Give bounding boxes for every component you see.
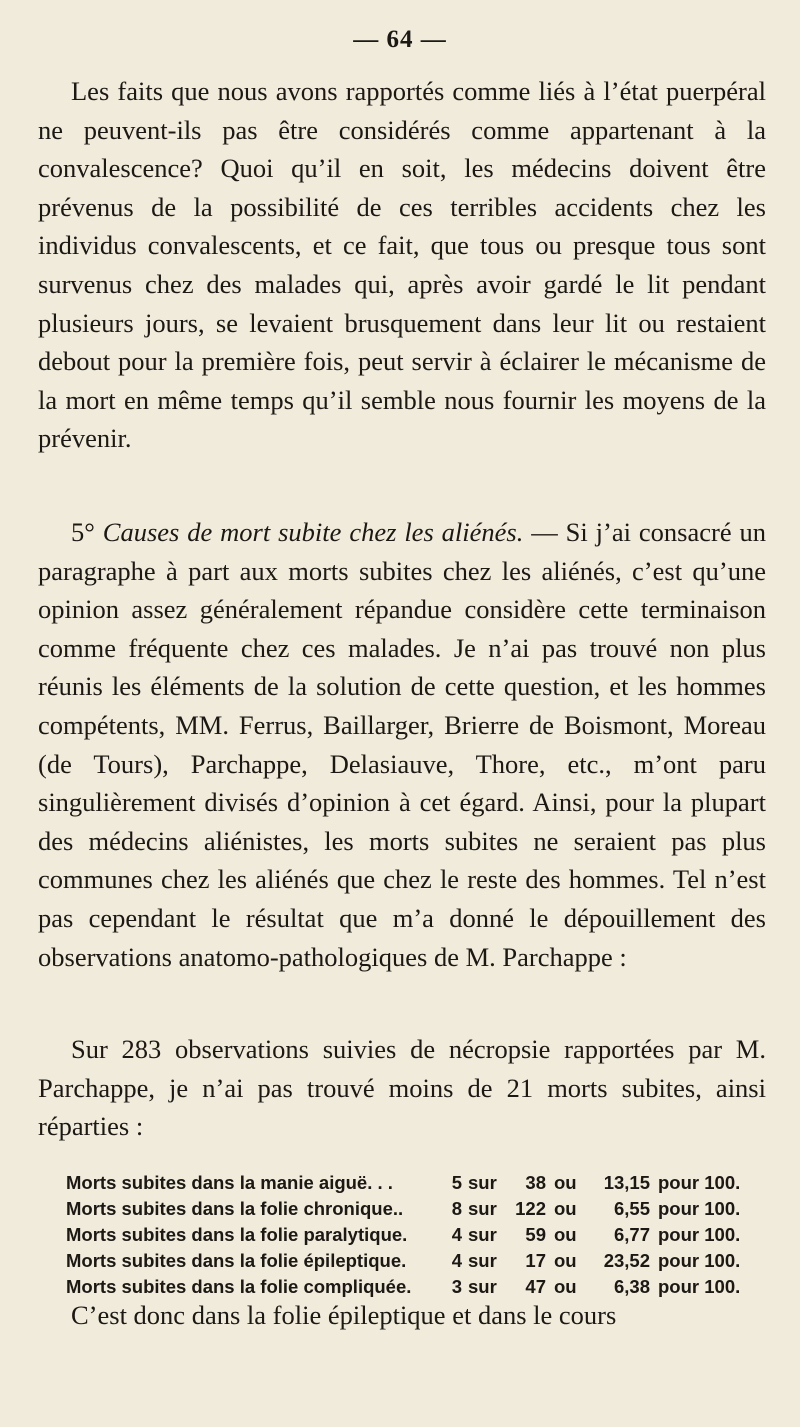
row-total: 17 xyxy=(525,1250,546,1271)
row-percent: 13,15 xyxy=(603,1172,650,1193)
paragraph-puerperal: Les faits que nous avons rapportés comme liés à l’état puerpéral ne peuvent-ils pas être considérés comme appartenant à la convalescence? Quoi qu’il en soit, les médecins doivent être prévenus de la possibilité de ces terribles accidents chez les individus convalescents, et ce fait, que tous ou presque tous sont survenus chez des malades qui, après avoir gardé le lit pendant plusieurs jours, se levaient brusquement dans leur lit ou restaient debout pour la première fois, peut servir à éclairer le mécanisme de la mort en même temps qu’il semble nous fournir les moyens de la prévenir. xyxy=(38,76,766,454)
paragraph-conclusion: C’est donc dans la folie épileptique et dans le cours xyxy=(71,1300,617,1330)
row-sur: sur xyxy=(468,1250,497,1271)
page-number: — 64 — xyxy=(353,26,447,53)
section-dash: — xyxy=(531,517,558,547)
table-row xyxy=(66,1222,746,1248)
row-label: Morts subites dans la folie chronique.. xyxy=(66,1198,404,1219)
row-sur: sur xyxy=(468,1172,497,1193)
section-body: Si j’ai consacré un paragraphe à part aux morts subites chez les aliénés, c’est qu’une opinion assez généralement répandue considère cette terminaison comme fréquente chez ces malades. Je n’ai pas trouvé non plus réunis les éléments de la solution de cette question, et les hommes compétents, MM. Ferrus, Baillarger, Brierre de Boismont, Moreau (de Tours), Parchappe, Delasiauve, Thore, etc., m’ont paru singulièrement divisés d’opinion à cet égard. Ainsi, pour la plupart des médecins aliénistes, les morts subites ne seraient pas plus communes chez les aliénés que chez le reste des hommes. Tel n’est pas cependant le résultat que m’a donné le dépouillement des observations anatomo-pathologiques de M. Parchappe : xyxy=(38,517,766,972)
row-label: Morts subites dans la folie paralytique. xyxy=(66,1224,408,1245)
row-total: 122 xyxy=(515,1198,546,1219)
table-row xyxy=(66,1196,746,1222)
row-total: 38 xyxy=(525,1172,546,1193)
row-pour: pour 100. xyxy=(658,1224,741,1245)
row-count: 4 xyxy=(451,1224,462,1245)
row-label: Morts subites dans la folie compliquée. xyxy=(66,1276,412,1297)
row-percent: 23,52 xyxy=(603,1250,650,1271)
row-label: Morts subites dans la manie aiguë. . . xyxy=(66,1172,393,1193)
row-count: 4 xyxy=(451,1250,462,1271)
table-row xyxy=(66,1170,746,1196)
row-ou: ou xyxy=(554,1276,577,1297)
section-number: 5° xyxy=(71,517,95,547)
row-total: 59 xyxy=(525,1224,546,1245)
row-ou: ou xyxy=(554,1198,577,1219)
table-row xyxy=(66,1248,746,1274)
death-statistics-table xyxy=(66,1170,746,1300)
row-label: Morts subites dans la folie épileptique. xyxy=(66,1250,407,1271)
section-heading: Causes de mort subite chez les aliénés. xyxy=(102,517,524,547)
row-ou: ou xyxy=(554,1172,577,1193)
row-percent: 6,77 xyxy=(613,1224,650,1245)
row-count: 5 xyxy=(451,1172,462,1193)
row-ou: ou xyxy=(554,1224,577,1245)
row-count: 8 xyxy=(451,1198,462,1219)
row-percent: 6,55 xyxy=(613,1198,650,1219)
row-pour: pour 100. xyxy=(658,1172,741,1193)
row-total: 47 xyxy=(525,1276,546,1297)
row-ou: ou xyxy=(554,1250,577,1271)
row-sur: sur xyxy=(468,1198,497,1219)
row-count: 3 xyxy=(451,1276,462,1297)
row-pour: pour 100. xyxy=(658,1250,741,1271)
paragraph-alienes xyxy=(38,513,766,976)
row-sur: sur xyxy=(468,1224,497,1245)
row-percent: 6,38 xyxy=(613,1276,650,1297)
row-sur: sur xyxy=(468,1276,497,1297)
paragraph-observations: Sur 283 observations suivies de nécropsie rapportées par M. Parchappe, je n’ai pas trouvé moins de 21 morts subites, ainsi réparties : xyxy=(38,1034,766,1142)
row-pour: pour 100. xyxy=(658,1276,741,1297)
row-pour: pour 100. xyxy=(658,1198,741,1219)
